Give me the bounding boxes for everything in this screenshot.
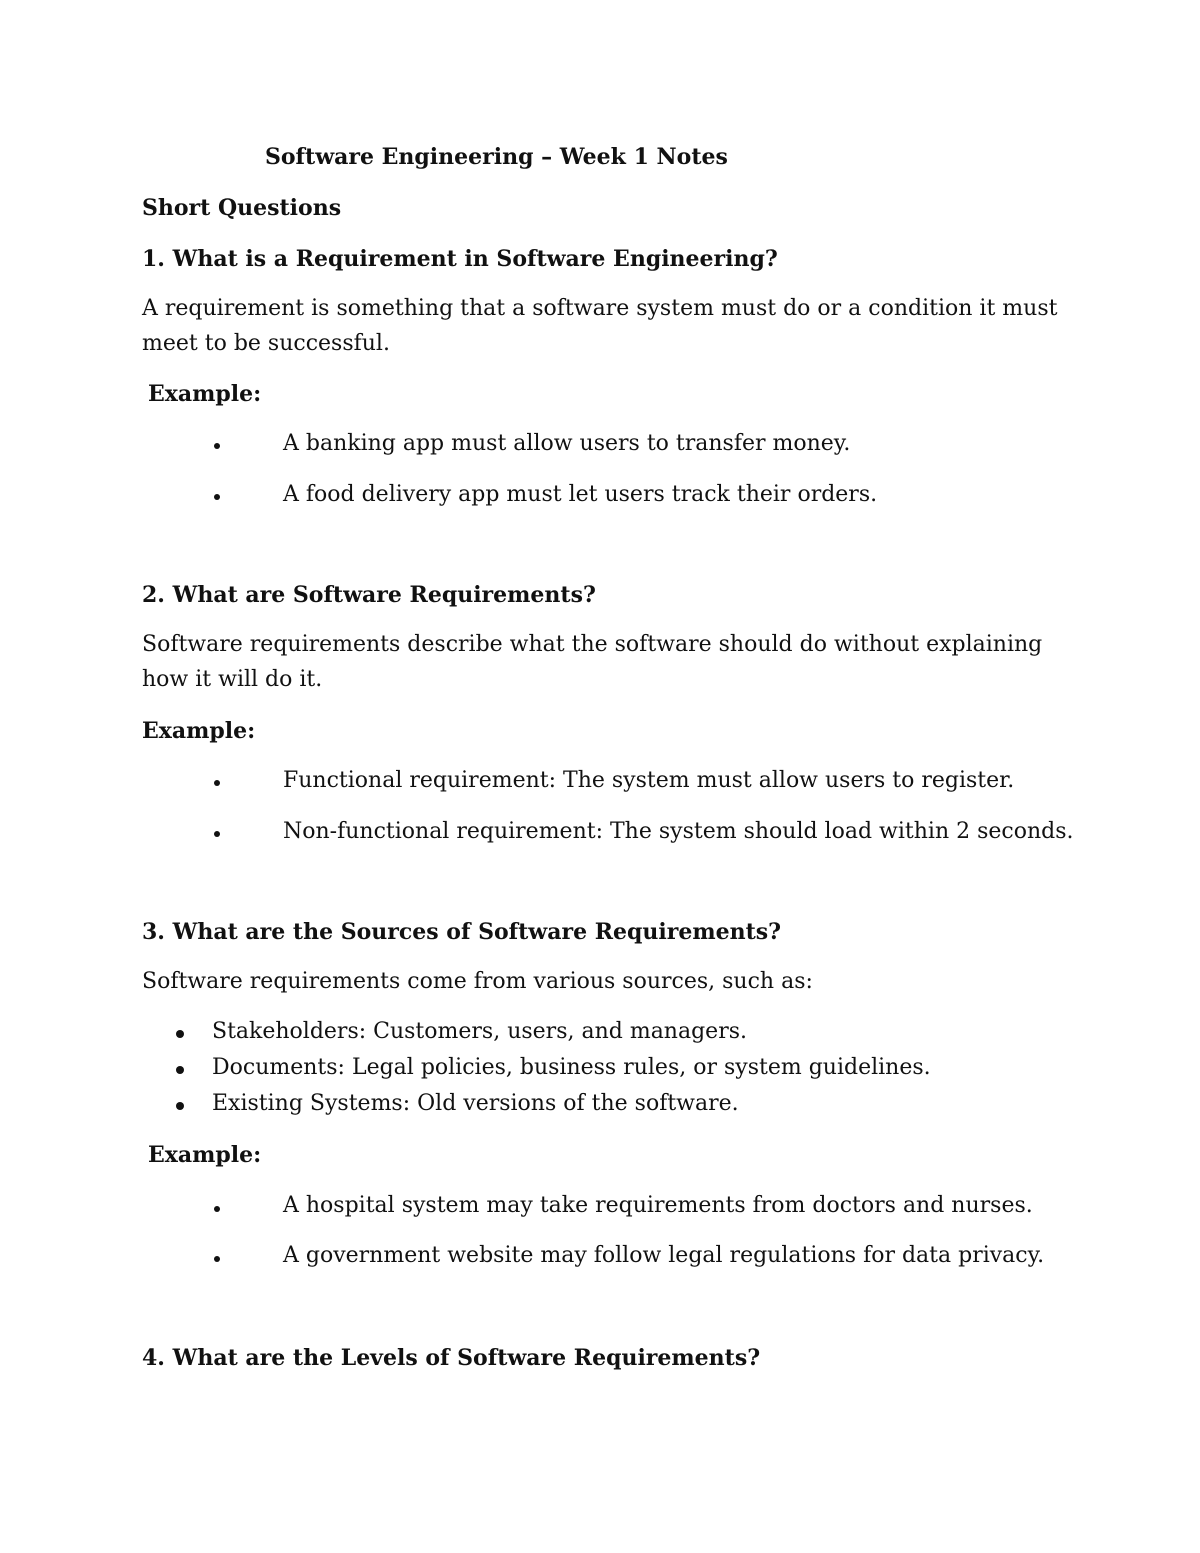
question-3-body: Software requirements come from various sources, such as: [142,969,813,994]
question-4-heading: 4. What are the Levels of Software Requirements? [142,1345,761,1371]
question-3-source-2: Documents: Legal policies, business rules, or system guidelines. [212,1055,931,1080]
question-3-source-1: Stakeholders: Customers, users, and managers. [212,1019,747,1044]
bullet-icon [176,1030,184,1038]
question-3-source-3: Existing Systems: Old versions of the software. [212,1091,739,1116]
question-2-body-line-2: how it will do it. [142,667,323,692]
question-2-example-2: Non-functional requirement: The system should load within 2 seconds. [283,819,1074,844]
question-2-example-1: Functional requirement: The system must allow users to register. [283,768,1015,793]
question-1-body-line-2: meet to be successful. [142,331,390,356]
bullet-icon [214,443,220,449]
bullet-icon [176,1102,184,1110]
section-heading: Short Questions [142,195,342,221]
question-1-example-1: A banking app must allow users to transfer money. [283,431,851,456]
question-3-example-1: A hospital system may take requirements from doctors and nurses. [283,1193,1033,1218]
bullet-icon [214,780,220,786]
bullet-icon [214,1256,220,1262]
question-3-example-label: Example: [148,1142,262,1168]
question-2-example-label: Example: [142,718,256,744]
question-1-example-label: Example: [148,381,262,407]
question-1-heading: 1. What is a Requirement in Software Engineering? [142,246,778,272]
question-2-heading: 2. What are Software Requirements? [142,582,596,608]
question-3-heading: 3. What are the Sources of Software Requirements? [142,919,782,945]
question-2-body-line-1: Software requirements describe what the software should do without explaining [142,632,1043,657]
question-3-example-2: A government website may follow legal regulations for data privacy. [283,1243,1045,1268]
question-1-example-2: A food delivery app must let users track their orders. [283,482,878,507]
bullet-icon [214,494,220,500]
document-title: Software Engineering – Week 1 Notes [265,144,728,170]
bullet-icon [176,1066,184,1074]
question-1-body-line-1: A requirement is something that a software system must do or a condition it must [142,296,1058,321]
bullet-icon [214,1206,220,1212]
bullet-icon [214,831,220,837]
